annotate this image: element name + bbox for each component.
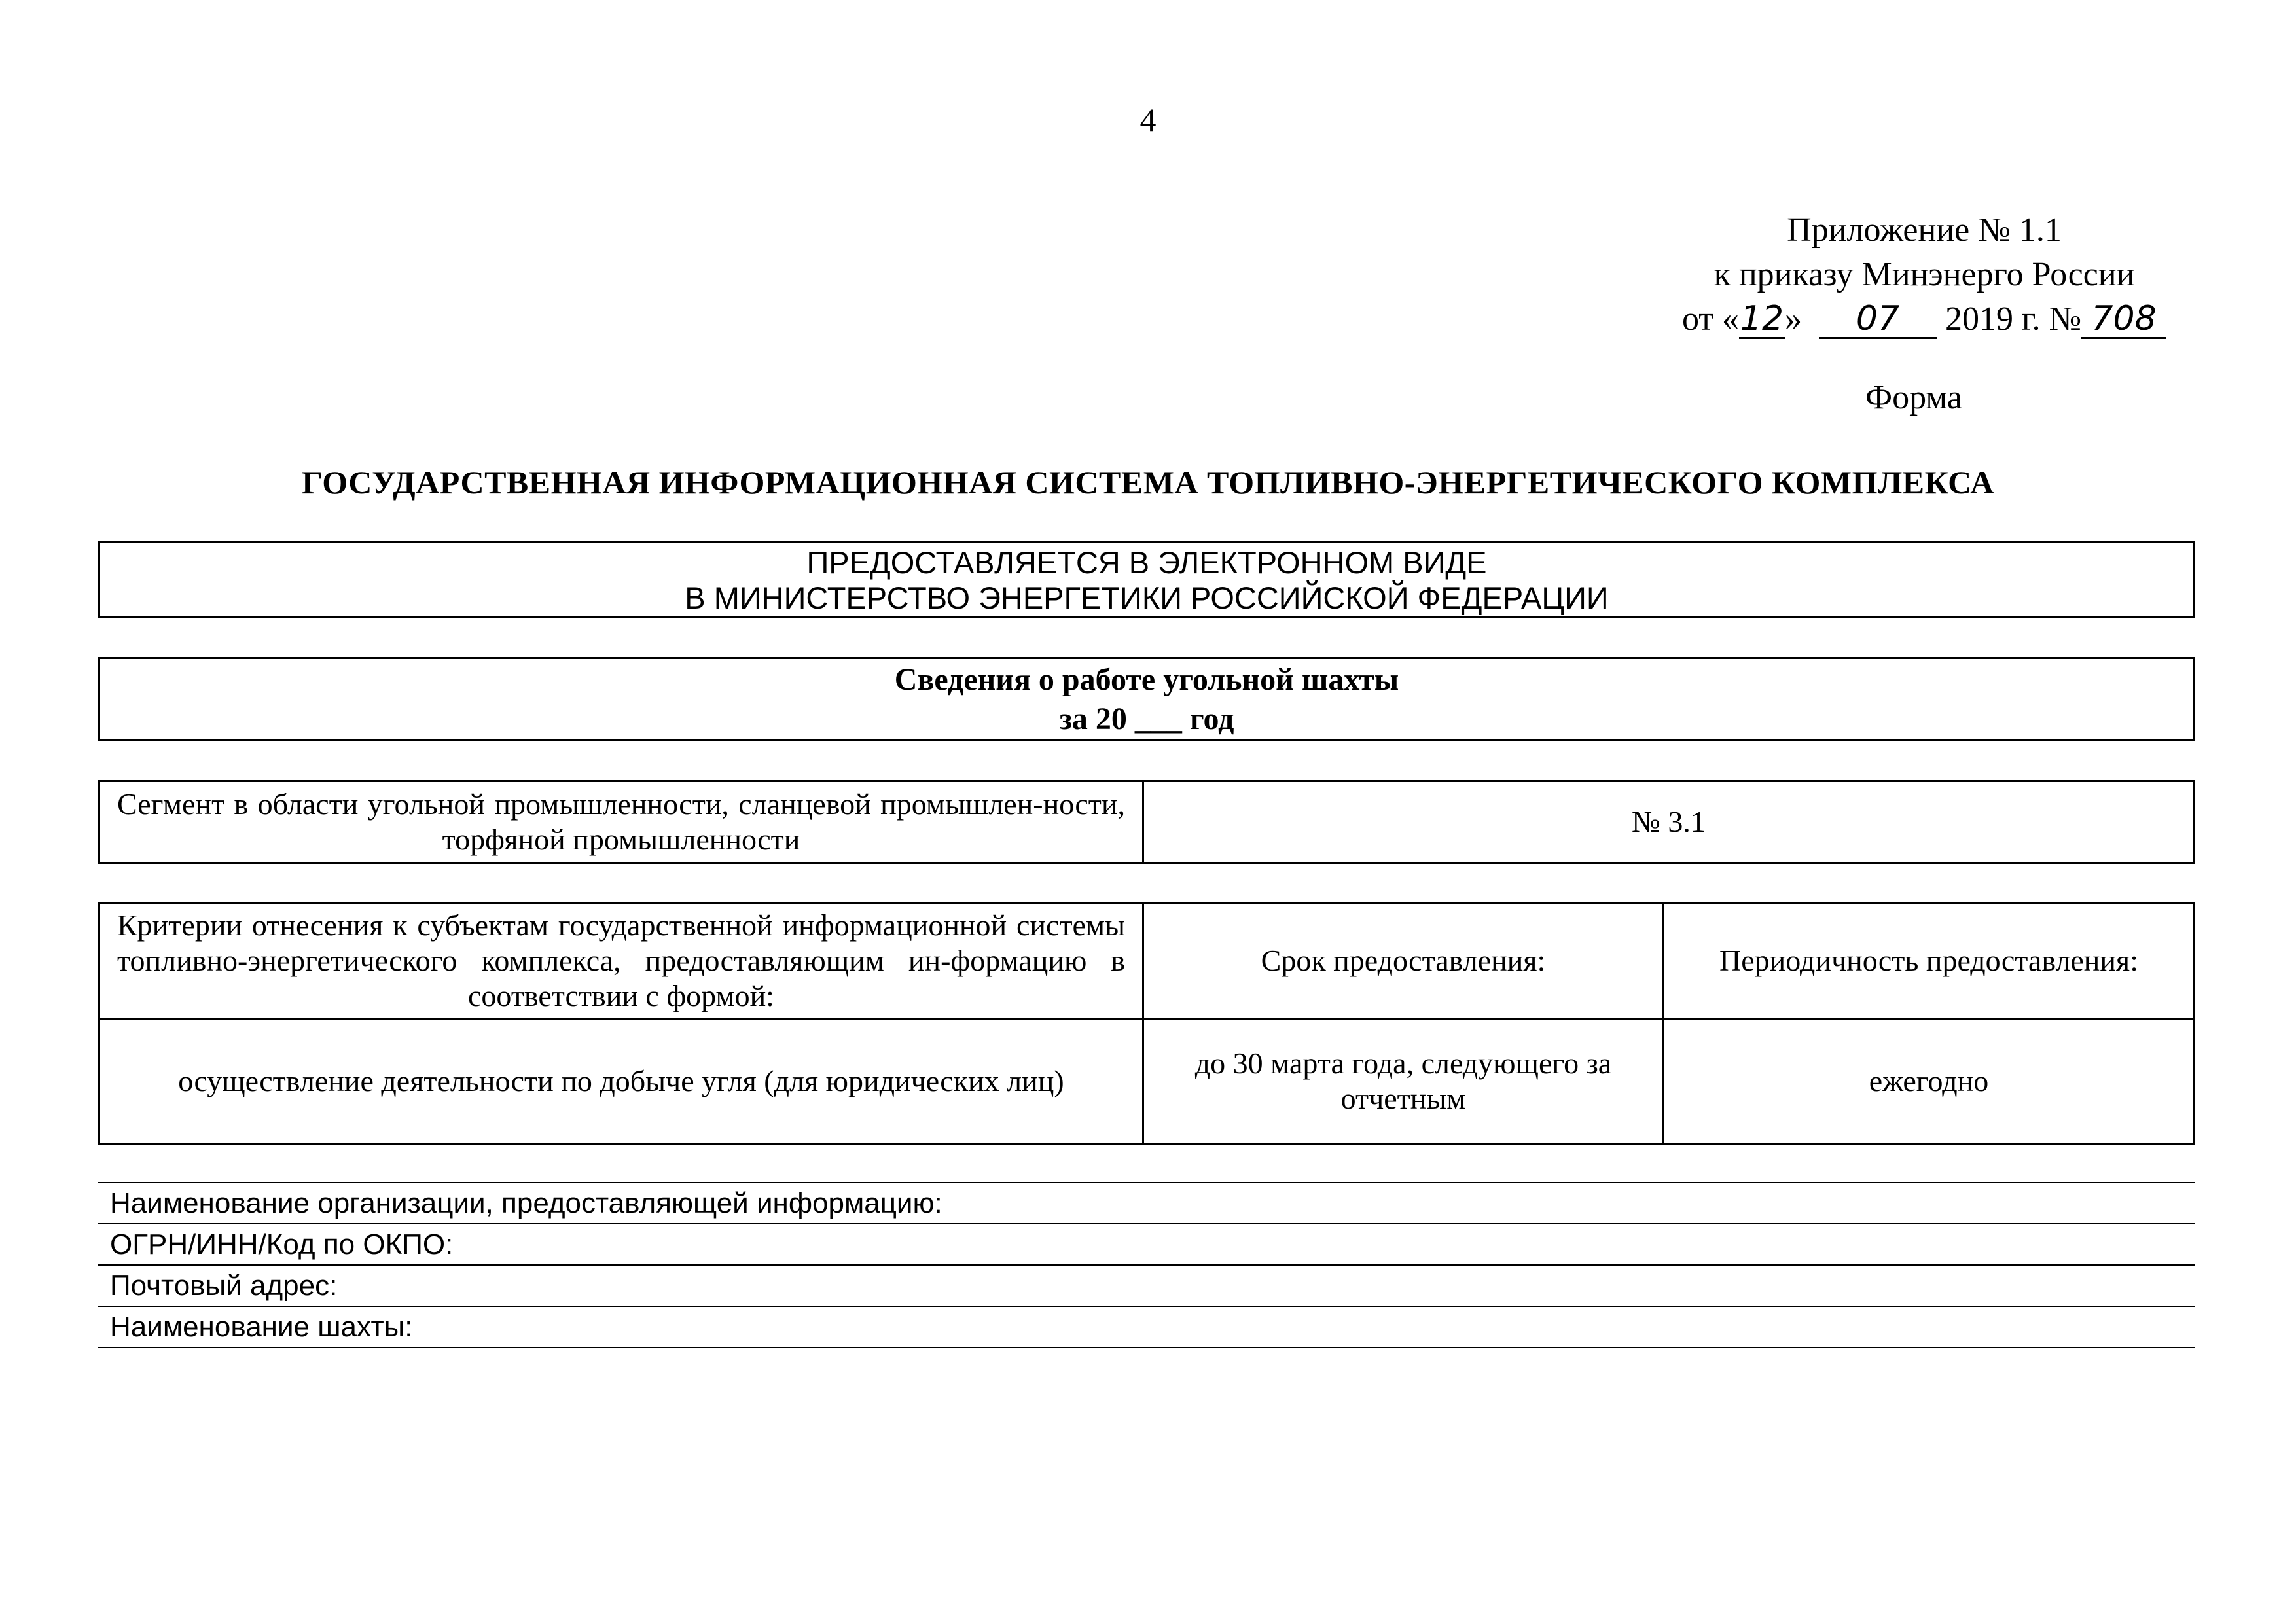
header-periodicity: Периодичность предоставления: <box>1664 903 2195 1019</box>
field-postal-address: Почтовый адрес: <box>98 1266 2195 1307</box>
main-title: ГОСУДАРСТВЕННАЯ ИНФОРМАЦИОННАЯ СИСТЕМА ТОПЛИВНО-ЭНЕРГЕТИЧЕСКОГО КОМПЛЕКСА <box>302 464 1994 501</box>
form-label: Форма <box>1865 379 1962 416</box>
segment-label: Сегмент в области угольной промышленности, сланцевой промышлен-ности, торфяной промышленности <box>99 781 1143 863</box>
field-organization-name: Наименование организации, предоставляющей информацию: <box>98 1183 2195 1224</box>
header-criteria: Критерии отнесения к субъектам государственной информационной системы топливно-энергетического комплекса, предоставляющим ин-формацию в соответствии с формой: <box>99 903 1143 1019</box>
appendix-title: Приложение № 1.1 <box>1787 211 2062 249</box>
field-ogrn-inn-okpo: ОГРН/ИНН/Код по ОКПО: <box>98 1224 2195 1266</box>
electronic-submission-box <box>98 541 2195 618</box>
handwritten-day: 12 <box>1740 299 1784 338</box>
cell-periodicity: ежегодно <box>1664 1019 2195 1144</box>
appendix-date-line <box>1676 297 2173 342</box>
report-period: за 20 ___ год <box>1059 702 1234 736</box>
organization-fields <box>98 1182 2195 1348</box>
segment-table <box>98 780 2195 864</box>
segment-row <box>99 781 2195 863</box>
field-mine-name: Наименование шахты: <box>98 1307 2195 1348</box>
date-quote-close: » <box>1784 300 1802 338</box>
segment-value: № 3.1 <box>1143 781 2195 863</box>
appendix-header <box>1676 208 2173 342</box>
table-row <box>99 1019 2195 1144</box>
year-text: 2019 г. № <box>1945 300 2082 338</box>
cell-criteria: осуществление деятельности по добыче угля (для юридических лиц) <box>99 1019 1143 1144</box>
criteria-table <box>98 902 2195 1145</box>
page-number: 4 <box>1139 101 1157 138</box>
report-title: Сведения о работе угольной шахты <box>894 662 1399 697</box>
table-header-row <box>99 903 2195 1019</box>
cell-deadline: до 30 марта года, следующего за отчетным <box>1143 1019 1664 1144</box>
header-deadline: Срок предоставления: <box>1143 903 1664 1019</box>
handwritten-order-number: 708 <box>2081 300 2166 339</box>
electronic-line-2: В МИНИСТЕРСТВО ЭНЕРГЕТИКИ РОССИЙСКОЙ ФЕДЕРАЦИИ <box>685 580 1609 615</box>
report-title-box <box>98 657 2195 741</box>
appendix-order-reference: к приказу Минэнерго России <box>1713 256 2135 293</box>
electronic-line-1: ПРЕДОСТАВЛЯЕТСЯ В ЭЛЕКТРОННОМ ВИДЕ <box>806 545 1487 580</box>
handwritten-month: 07 <box>1819 300 1937 339</box>
date-prefix: от « <box>1681 300 1739 338</box>
